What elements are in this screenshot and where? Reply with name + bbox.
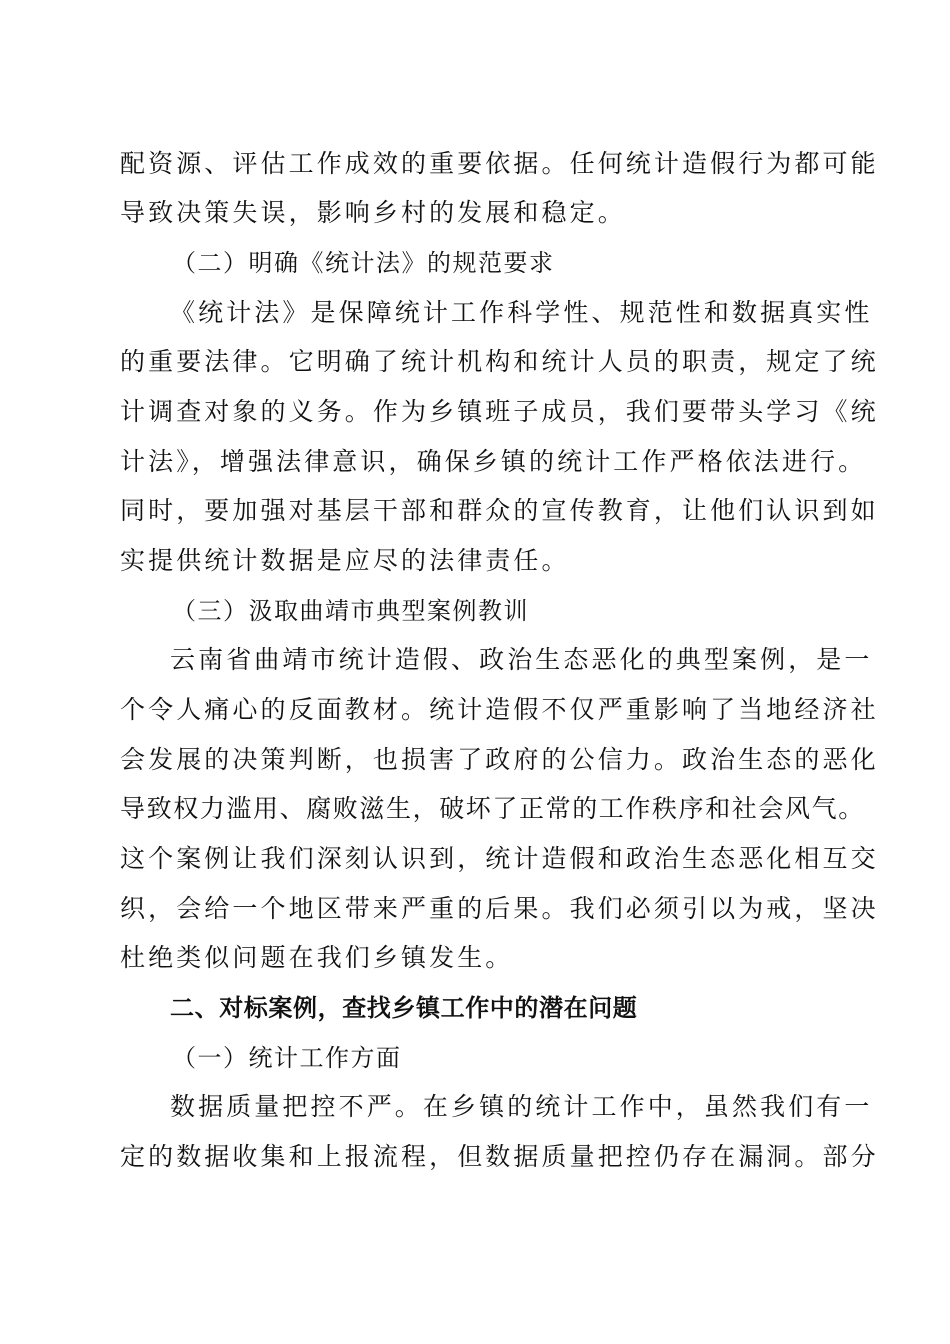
paragraph-first-line: 数据质量把控不严。在乡镇的统计工作中，虽然我们有一 xyxy=(170,1092,873,1121)
subsection-heading: （一）统计工作方面 xyxy=(172,1044,402,1072)
body-text-line: 导致权力滥用、腐败滋生，破坏了正常的工作秩序和社会风气。 xyxy=(120,794,865,823)
paragraph-first-line: 云南省曲靖市统计造假、政治生态恶化的典型案例，是一 xyxy=(170,645,873,674)
body-text-line: 会发展的决策判断，也损害了政府的公信力。政治生态的恶化 xyxy=(120,745,879,774)
body-text-line: 个令人痛心的反面教材。统计造假不仅严重影响了当地经济社 xyxy=(120,695,879,724)
body-text-line: 定的数据收集和上报流程，但数据质量把控仍存在漏洞。部分 xyxy=(120,1142,879,1171)
body-text-line: 这个案例让我们深刻认识到，统计造假和政治生态恶化相互交 xyxy=(120,844,879,873)
body-text-line: 导致决策失误，影响乡村的发展和稳定。 xyxy=(120,198,626,227)
body-text-line: 杜绝类似问题在我们乡镇发生。 xyxy=(120,943,514,972)
body-text-line: 计调查对象的义务。作为乡镇班子成员，我们要带头学习《统 xyxy=(120,397,879,426)
body-text-line: 的重要法律。它明确了统计机构和统计人员的职责，规定了统 xyxy=(120,347,879,376)
body-text-line: 计法》，增强法律意识，确保乡镇的统计工作严格依法进行。 xyxy=(120,447,867,476)
subsection-heading: （三）汲取曲靖市典型案例教训 xyxy=(172,597,529,625)
body-text-line: 配资源、评估工作成效的重要依据。任何统计造假行为都可能 xyxy=(120,149,879,178)
section-heading: 二、对标案例，查找乡镇工作中的潜在问题 xyxy=(170,994,638,1022)
body-text-line: 同时，要加强对基层干部和群众的宣传教育，让他们认识到如 xyxy=(120,496,879,525)
body-text-line: 织，会给一个地区带来严重的后果。我们必须引以为戒，坚决 xyxy=(120,894,879,923)
body-text-line: 实提供统计数据是应尽的法律责任。 xyxy=(120,546,570,575)
paragraph-first-line: 《统计法》是保障统计工作科学性、规范性和数据真实性 xyxy=(170,298,873,327)
subsection-heading: （二）明确《统计法》的规范要求 xyxy=(172,249,555,277)
